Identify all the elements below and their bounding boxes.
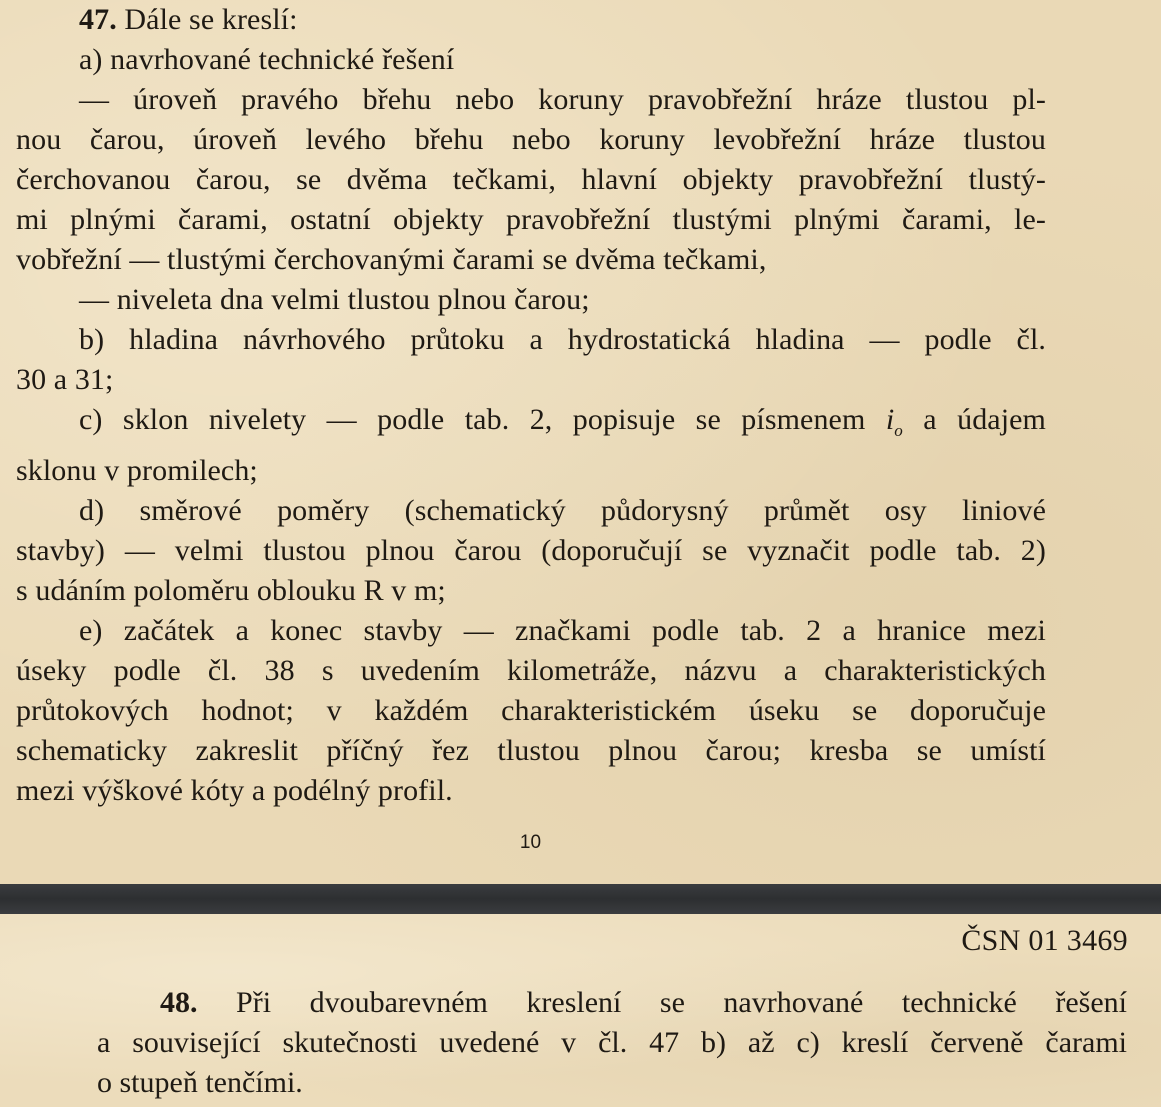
section-47-line-a-8: 30 a 31; (16, 363, 114, 396)
section-47-line-a-6: — niveleta dna velmi tlustou plnou čarou; (79, 283, 590, 316)
section-48-number: 48. (160, 986, 198, 1019)
section-47-line-b-2: stavby) — velmi tlustou plnou čarou (doporučují se vyznačit podle tab. 2) (16, 534, 1046, 567)
document-code: ČSN 01 3469 (961, 924, 1128, 957)
section-47-line-a-4: mi plnými čarami, ostatní objekty pravobřežní tlustými plnými čarami, le- (16, 203, 1046, 236)
section-48-line-2: a související skutečnosti uvedené v čl. 47 b) až c) kreslí červeně čarami (97, 1026, 1127, 1059)
section-47-line-b-6: průtokových hodnot; v každém charakteristickém úseku se doporučuje (16, 694, 1046, 727)
item-c-prefix: c) sklon nivelety — podle tab. 2, popisuje se písmenem (79, 403, 886, 436)
section-48-first-text: Při dvoubarevném kreslení se navrhované technické řešení (236, 986, 1127, 1019)
section-47-line-a-7: b) hladina návrhového průtoku a hydrostatická hladina — podle čl. (79, 323, 1046, 356)
section-47-line-b-1: d) směrové poměry (schematický půdorysný průmět osy liniové (79, 494, 1046, 527)
section-47-line-a-0: a) navrhované technické řešení (79, 43, 455, 76)
section-48-line-3: o stupeň tenčími. (97, 1066, 303, 1099)
section-47-line-b-8: mezi výškové kóty a podélný profil. (16, 774, 453, 807)
section-47-item-c-line (16, 400, 1046, 451)
section-47-heading-line (16, 0, 1046, 40)
section-47-line-b-5: úseky podle čl. 38 s uvedením kilometráže, názvu a charakteristických (16, 654, 1046, 687)
section-47-number: 47. (79, 3, 117, 36)
section-47-lines-b (16, 451, 1046, 811)
section-47-line-a-2: nou čarou, úroveň levého břehu nebo koruny levobřežní hráze tlustou (16, 123, 1046, 156)
section-47-line-b-3: s udáním poloměru oblouku R v m; (16, 574, 446, 607)
section-47-line-b-0: sklonu v promilech; (16, 454, 258, 487)
section-47-line-b-7: schematicky zakreslit příčný řez tlustou plnou čarou; kresba se umístí (16, 734, 1046, 767)
section-47-line-a-5: vobřežní — tlustými čerchovanými čarami se dvěma tečkami, (16, 243, 767, 276)
section-47-line-a-1: — úroveň pravého břehu nebo koruny pravobřežní hráze tlustou pl- (79, 83, 1046, 116)
item-c-subscript: o (894, 421, 903, 440)
section-47-heading: Dále se kreslí: (124, 3, 298, 36)
item-c-suffix: a údajem (902, 403, 1046, 436)
item-c-symbol: i (885, 403, 895, 436)
section-48 (97, 983, 1127, 1103)
section-47 (16, 0, 1046, 811)
section-48-first-line (97, 983, 1127, 1023)
page-divider (0, 884, 1161, 914)
section-47-line-a-3: čerchovanou čarou, se dvěma tečkami, hlavní objekty pravobřežní tlustý- (16, 163, 1046, 196)
section-47-lines-a (16, 40, 1046, 400)
section-47-line-b-4: e) začátek a konec stavby — značkami podle tab. 2 a hranice mezi (79, 614, 1046, 647)
page-number: 10 (519, 832, 542, 853)
